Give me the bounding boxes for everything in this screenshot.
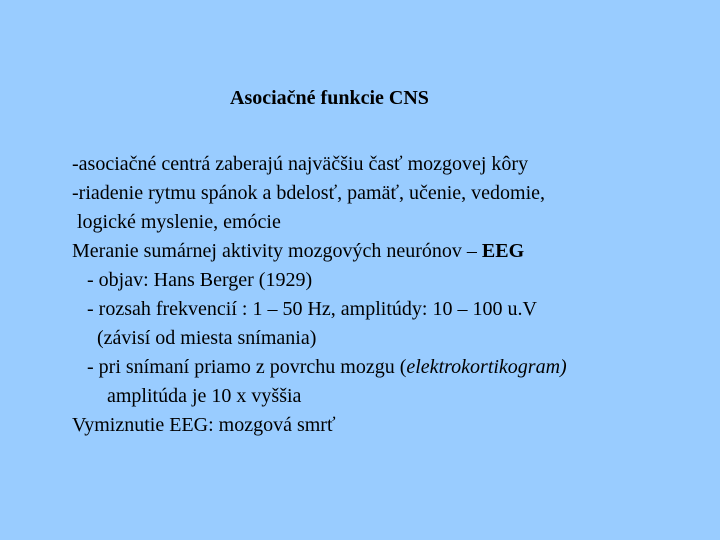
eeg-term: EEG <box>481 240 525 262</box>
eeg-measurement-text: Meranie sumárnej aktivity mozgových neurónov – <box>72 240 482 262</box>
body-line-frequency-range: - rozsah frekvencií : 1 – 50 Hz, amplitúdy: 10 – 100 u.V <box>72 298 537 320</box>
body-line-logical-thinking: logické myslenie, emócie <box>72 211 281 233</box>
slide-body <box>72 150 712 440</box>
body-line-eeg-measurement <box>72 237 712 266</box>
body-line-brain-death: Vymiznutie EEG: mozgová smrť <box>72 414 336 436</box>
body-line-surface-recording <box>72 353 712 382</box>
body-line-association-centers: -asociačné centrá zaberajú najväčšiu časť mozgovej kôry <box>72 153 529 175</box>
electrocorticogram-term: elektrokortikogram) <box>406 356 567 378</box>
body-line-depends-on-site: (závisí od miesta snímania) <box>72 327 317 349</box>
slide-title: Asociačné funkcie CNS <box>230 87 429 109</box>
surface-recording-text: - pri snímaní priamo z povrchu mozgu ( <box>72 356 407 378</box>
body-line-sleep-regulation: -riadenie rytmu spánok a bdelosť, pamäť, učenie, vedomie, <box>72 182 546 204</box>
body-line-discovery: - objav: Hans Berger (1929) <box>72 269 313 291</box>
body-line-amplitude-higher: amplitúda je 10 x vyššia <box>72 385 302 407</box>
